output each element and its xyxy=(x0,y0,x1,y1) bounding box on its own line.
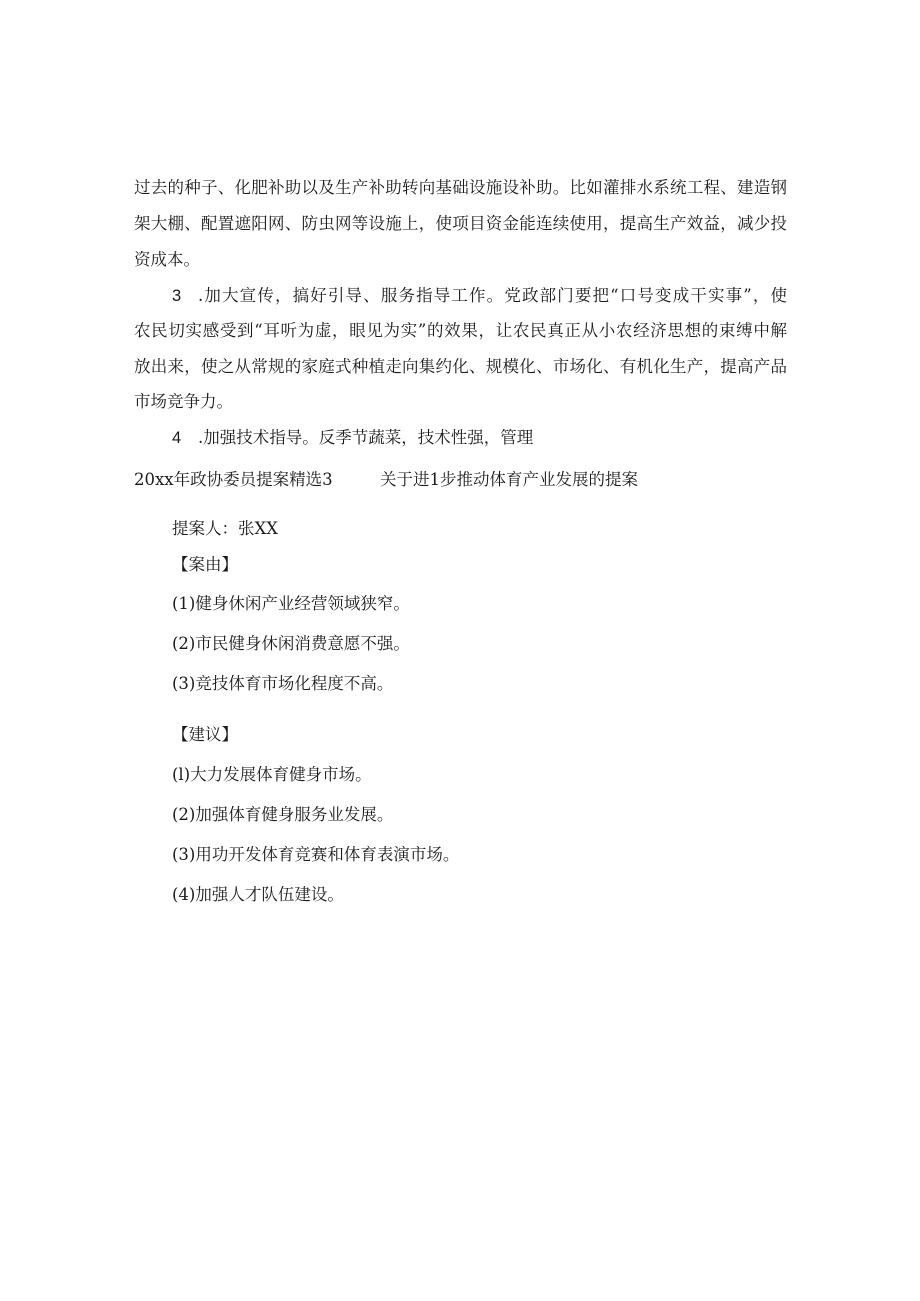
paragraph-3-line-4: 市场竞争力。 xyxy=(134,392,233,411)
paragraph-4 xyxy=(172,428,533,448)
paragraph-1-line-3: 资成本。 xyxy=(134,250,200,269)
suggestion-item-4: (4)加强人才队伍建设。 xyxy=(172,885,344,904)
paragraph-3-line-1 xyxy=(172,286,787,306)
paragraph-3-line-1-text: .加大宣传，搞好引导、服务指导工作。党政部门要把“口号变成干实事”，使 xyxy=(198,286,787,305)
suggestion-heading: 【建议】 xyxy=(172,725,238,744)
reason-heading: 【案由】 xyxy=(172,555,238,574)
paragraph-3-line-2: 农民切实感受到“耳听为虚，眼见为实”的效果，让农民真正从小农经济思想的束缚中解 xyxy=(134,321,787,340)
paragraph-1-line-1: 过去的种子、化肥补助以及生产补助转向基础设施设补助。比如灌排水系统工程、建造钢 xyxy=(134,178,787,197)
reason-item-1: (1)健身休闲产业经营领域狭窄。 xyxy=(172,594,410,613)
paragraph-4-text: .加强技术指导。反季节蔬菜，技术性强，管理 xyxy=(198,428,534,447)
suggestion-item-2: (2)加强体育健身服务业发展。 xyxy=(172,805,394,824)
reason-item-2: (2)市民健身休闲消费意愿不强。 xyxy=(172,634,410,653)
document-title-left: 20xx年政协委员提案精选3 xyxy=(134,470,333,489)
suggestion-item-1: (l)大力发展体育健身市场。 xyxy=(172,765,372,784)
document-title-right: 关于进1步推动体育产业发展的提案 xyxy=(380,470,638,489)
paragraph-3-number: 3 xyxy=(172,287,182,305)
suggestion-item-3: (3)用功开发体育竞赛和体育表演市场。 xyxy=(172,845,460,864)
proposer: 提案人：张XX xyxy=(172,519,278,538)
paragraph-1-line-2: 架大棚、配置遮阳网、防虫网等设施上，使项目资金能连续使用，提高生产效益，减少投 xyxy=(134,214,787,233)
reason-item-3: (3)竞技体育市场化程度不高。 xyxy=(172,674,394,693)
paragraph-4-number: 4 xyxy=(172,429,182,447)
paragraph-3-line-3: 放出来，使之从常规的家庭式种植走向集约化、规模化、市场化、有机化生产，提高产品 xyxy=(134,357,787,376)
